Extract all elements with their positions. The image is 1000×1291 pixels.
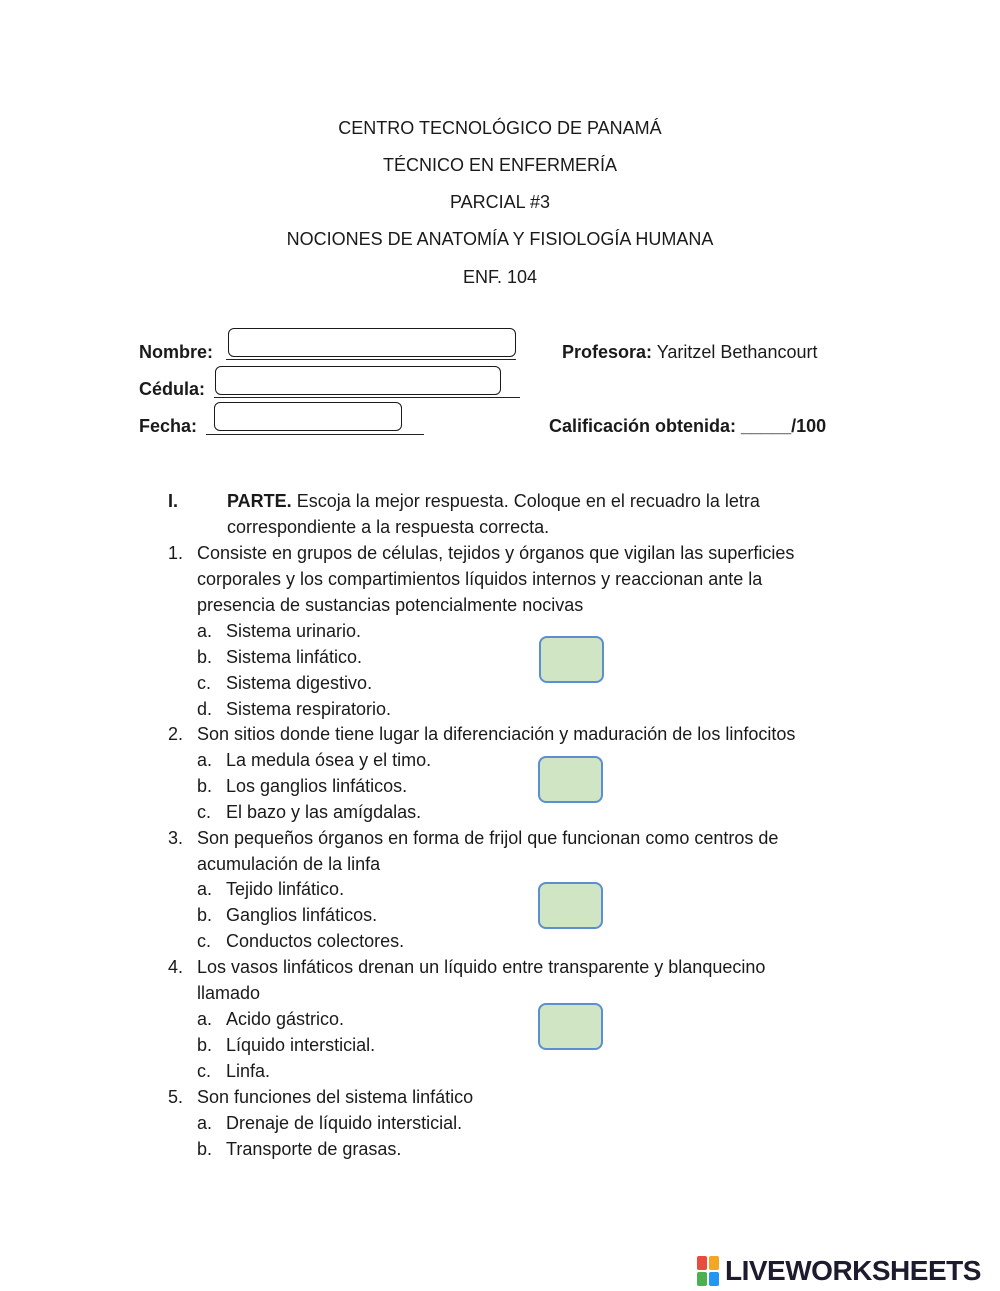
question-4-line1: Los vasos linfáticos drenan un líquido entre transparente y blanquecino [197, 957, 766, 977]
option-3c: c. Conductos colectores. [197, 931, 405, 951]
header-code: ENF. 104 [462, 267, 538, 287]
liveworksheets-logo-text: LIVEWORKSHEETS [725, 1255, 981, 1286]
question-2-line1: Son sitios donde tiene lugar la diferenciación y maduración de los linfocitos [197, 724, 796, 744]
cedula-label: Cédula: [139, 379, 206, 399]
profesora-label: Profesora: [562, 342, 653, 362]
option-2b: b. Los ganglios linfáticos. [197, 776, 408, 796]
header-exam: PARCIAL #3 [449, 192, 551, 212]
question-3-line1: Son pequeños órganos en forma de frijol que funcionan como centros de [197, 828, 779, 848]
option-4b: b. Líquido intersticial. [197, 1035, 376, 1055]
option-4c: c. Linfa. [197, 1061, 271, 1081]
option-2c: c. El bazo y las amígdalas. [197, 802, 422, 822]
nombre-input[interactable] [228, 328, 516, 357]
option-4a: a. Acido gástrico. [197, 1009, 345, 1029]
section-numeral: I. [168, 491, 179, 511]
answer-box-2[interactable] [538, 756, 603, 803]
answer-box-1[interactable] [539, 636, 604, 683]
question-4-line2: llamado [197, 983, 261, 1003]
option-1b: b. Sistema linfático. [197, 647, 363, 667]
question-number: 4. [168, 957, 184, 977]
section-instructions: Escoja la mejor respuesta. Coloque en el recuadro la letra [296, 491, 760, 511]
section-instructions-line2: correspondiente a la respuesta correcta. [227, 517, 550, 537]
liveworksheets-logo-icon [697, 1256, 719, 1286]
option-5b: b. Transporte de grasas. [197, 1139, 402, 1159]
cedula-underline [214, 397, 520, 398]
profesora-name: Yaritzel Bethancourt [656, 342, 818, 362]
option-5a: a. Drenaje de líquido intersticial. [197, 1113, 463, 1133]
answer-box-4[interactable] [538, 1003, 603, 1050]
liveworksheets-logo[interactable] [697, 1254, 981, 1288]
question-1-line3: presencia de sustancias potencialmente nocivas [197, 595, 584, 615]
header-program: TÉCNICO EN ENFERMERÍA [382, 155, 618, 175]
question-number: 3. [168, 828, 184, 848]
section-title: PARTE. [227, 491, 292, 511]
profesora-line [562, 341, 817, 363]
fecha-input[interactable] [214, 402, 402, 431]
question-number: 1. [168, 543, 184, 563]
nombre-label: Nombre: [139, 342, 214, 362]
option-1c: c. Sistema digestivo. [197, 673, 373, 693]
answer-box-3[interactable] [538, 882, 603, 929]
cedula-input[interactable] [215, 366, 501, 395]
question-3-line2: acumulación de la linfa [197, 854, 381, 874]
calificacion-label: Calificación obtenida: _____/100 [549, 416, 827, 436]
header-institution: CENTRO TECNOLÓGICO DE PANAMÁ [338, 118, 662, 138]
option-1d: d. Sistema respiratorio. [197, 699, 392, 719]
option-2a: a. La medula ósea y el timo. [197, 750, 432, 770]
option-3a: a. Tejido linfático. [197, 879, 345, 899]
fecha-underline [206, 434, 424, 435]
question-1-line2: corporales y los compartimientos líquidos internos y reaccionan ante la [197, 569, 763, 589]
option-3b: b. Ganglios linfáticos. [197, 905, 378, 925]
question-1-line1: Consiste en grupos de células, tejidos y órganos que vigilan las superficies [197, 543, 795, 563]
header-course: NOCIONES DE ANATOMÍA Y FISIOLOGÍA HUMANA [286, 229, 714, 249]
question-number: 5. [168, 1087, 184, 1107]
section-instructions-line1 [227, 488, 858, 514]
fecha-label: Fecha: [139, 416, 198, 436]
question-5-line1: Son funciones del sistema linfático [197, 1087, 474, 1107]
nombre-underline [226, 359, 516, 360]
option-1a: a. Sistema urinario. [197, 621, 362, 641]
question-number: 2. [168, 724, 184, 744]
